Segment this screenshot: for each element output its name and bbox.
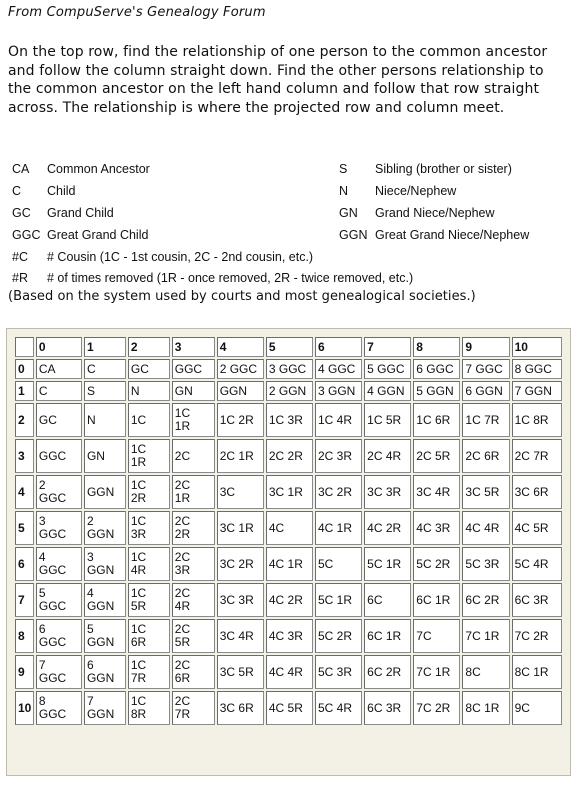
column-header: 5	[266, 337, 313, 357]
relationship-cell: 2C 2R	[172, 511, 215, 545]
relationship-cell: 2C 6R	[462, 439, 509, 473]
relationship-cell: 6C	[364, 583, 411, 617]
legend-row	[8, 184, 573, 206]
column-header: 7	[364, 337, 411, 357]
relationship-cell: GGC	[36, 439, 82, 473]
table-row	[15, 583, 562, 617]
relationship-cell: 1C 5R	[364, 403, 411, 437]
legend-description: # Cousin (1C - 1st cousin, 2C - 2nd cousin, etc.)	[47, 250, 314, 264]
legend-code: #C	[12, 250, 28, 264]
relationship-cell: 5C 2R	[315, 619, 362, 653]
legend-row	[8, 250, 573, 271]
relationship-cell: 4C 5R	[512, 511, 562, 545]
table-row	[15, 691, 562, 725]
relationship-cell: 3C	[217, 475, 264, 509]
row-header: 3	[15, 439, 34, 473]
relationship-cell: 1C	[128, 403, 170, 437]
column-header: 2	[128, 337, 170, 357]
relationship-cell: 9C	[512, 691, 562, 725]
table-row	[15, 475, 562, 509]
relationship-cell: 2 GGC	[36, 475, 82, 509]
relationship-cell: 1C 3R	[266, 403, 313, 437]
relationship-cell: 4C 2R	[266, 583, 313, 617]
legend-code: GGC	[12, 228, 41, 242]
relationship-cell: 2C 2R	[266, 439, 313, 473]
relationship-cell: 1C 5R	[128, 583, 170, 617]
legend-code: GN	[339, 206, 358, 220]
relationship-cell: 5C 1R	[315, 583, 362, 617]
row-header: 6	[15, 547, 34, 581]
column-header: 10	[512, 337, 562, 357]
row-header: 8	[15, 619, 34, 653]
legend-code: GGN	[339, 228, 368, 242]
relationship-cell: 3C 5R	[217, 655, 264, 689]
relationship-cell: 8C	[462, 655, 509, 689]
relationship-cell: 7 GGN	[512, 381, 562, 401]
relationship-cell: CA	[36, 359, 82, 379]
relationship-cell: 7 GGC	[36, 655, 82, 689]
relationship-cell: 2C 6R	[172, 655, 215, 689]
relationship-cell: 7C 2R	[413, 691, 460, 725]
relationship-cell: 2C 1R	[217, 439, 264, 473]
table-row	[15, 655, 562, 689]
legend-description: Great Grand Child	[47, 228, 149, 242]
relationship-cell: 3 GGC	[266, 359, 313, 379]
relationship-cell: 3C 5R	[462, 475, 509, 509]
row-header: 7	[15, 583, 34, 617]
relationship-cell: 8 GGC	[512, 359, 562, 379]
relationship-cell: 6C 3R	[512, 583, 562, 617]
relationship-cell: 4C 2R	[364, 511, 411, 545]
relationship-cell: 8 GGC	[36, 691, 82, 725]
table-row	[15, 511, 562, 545]
relationship-cell: C	[84, 359, 126, 379]
basis-note: (Based on the system used by courts and most genealogical societies.)	[8, 289, 476, 304]
relationship-cell: 5C 3R	[462, 547, 509, 581]
legend-code: S	[339, 162, 348, 176]
relationship-cell: 6C 1R	[413, 583, 460, 617]
relationship-cell: GC	[128, 359, 170, 379]
relationship-cell: 6 GGN	[84, 655, 126, 689]
corner-cell	[15, 337, 34, 357]
relationship-cell: 6 GGN	[462, 381, 509, 401]
legend-description: Grand Niece/Nephew	[375, 206, 495, 220]
table-row	[15, 547, 562, 581]
header-row	[15, 337, 562, 357]
relationship-cell: GN	[84, 439, 126, 473]
relationship-cell: 4 GGN	[364, 381, 411, 401]
legend-row	[8, 206, 573, 228]
relationship-cell: 1C 6R	[128, 619, 170, 653]
relationship-cell: 6C 1R	[364, 619, 411, 653]
relationship-cell: 4C 1R	[315, 511, 362, 545]
relationship-cell: 1C 1R	[128, 439, 170, 473]
relationship-cell: 5 GGN	[413, 381, 460, 401]
relationship-cell: 7C 1R	[462, 619, 509, 653]
relationship-cell: 7 GGN	[84, 691, 126, 725]
relationship-cell: 1C 4R	[315, 403, 362, 437]
row-header: 2	[15, 403, 34, 437]
relationship-cell: 8C 1R	[512, 655, 562, 689]
relationship-cell: 5C 1R	[364, 547, 411, 581]
relationship-cell: 1C 1R	[172, 403, 215, 437]
relationship-cell: 5C 4R	[315, 691, 362, 725]
row-header: 10	[15, 691, 34, 725]
relationship-cell: 4C 3R	[413, 511, 460, 545]
row-header: 5	[15, 511, 34, 545]
relationship-cell: 2C 7R	[512, 439, 562, 473]
legend-description: Grand Child	[47, 206, 114, 220]
relationship-cell: 5C 4R	[512, 547, 562, 581]
relationship-cell: GN	[172, 381, 215, 401]
column-header: 9	[462, 337, 509, 357]
relationship-cell: 5 GGC	[364, 359, 411, 379]
legend-description: Common Ancestor	[47, 162, 150, 176]
row-header: 1	[15, 381, 34, 401]
legend-code: N	[339, 184, 349, 198]
table-row	[15, 403, 562, 437]
relationship-cell: 2C 7R	[172, 691, 215, 725]
relationship-cell: 3C 4R	[217, 619, 264, 653]
relationship-table	[13, 335, 564, 727]
legend-row	[8, 162, 573, 184]
relationship-cell: 3C 4R	[413, 475, 460, 509]
relationship-cell: 3C 1R	[217, 511, 264, 545]
relationship-cell: 4C	[266, 511, 313, 545]
column-header: 1	[84, 337, 126, 357]
relationship-cell: 4C 1R	[266, 547, 313, 581]
legend-description: Sibling (brother or sister)	[375, 162, 512, 176]
relationship-cell: 3 GGN	[315, 381, 362, 401]
relationship-cell: 5 GGN	[84, 619, 126, 653]
relationship-cell: 2 GGC	[217, 359, 264, 379]
relationship-cell: 3C 3R	[364, 475, 411, 509]
relationship-cell: 3C 6R	[512, 475, 562, 509]
relationship-cell: 5C	[315, 547, 362, 581]
relationship-cell: S	[84, 381, 126, 401]
relationship-cell: 6 GGC	[413, 359, 460, 379]
relationship-cell: 7 GGC	[462, 359, 509, 379]
relationship-cell: GGC	[172, 359, 215, 379]
relationship-cell: 2 GGN	[84, 511, 126, 545]
relationship-cell: N	[84, 403, 126, 437]
legend-code: GC	[12, 206, 31, 220]
relationship-cell: 2C 5R	[413, 439, 460, 473]
relationship-cell: 1C 8R	[512, 403, 562, 437]
table-row	[15, 359, 562, 379]
relationship-cell: 7C	[413, 619, 460, 653]
relationship-cell: 4 GGC	[315, 359, 362, 379]
table-row	[15, 381, 562, 401]
relationship-cell: 2C 3R	[315, 439, 362, 473]
relationship-cell: 3C 6R	[217, 691, 264, 725]
page-title: From CompuServe's Genealogy Forum	[8, 5, 266, 20]
table-row	[15, 619, 562, 653]
relationship-cell: 1C 2R	[217, 403, 264, 437]
relationship-cell: 1C 7R	[128, 655, 170, 689]
column-header: 4	[217, 337, 264, 357]
relationship-cell: 1C 2R	[128, 475, 170, 509]
instructions-paragraph: On the top row, find the relationship of one person to the common ancestor and follow the column straight down. Find the other persons relationship to the common ancestor on the left hand column and follow that row straight across. The relationship is where the projected row and column meet.	[8, 44, 548, 116]
column-header: 0	[36, 337, 82, 357]
relationship-cell: 2C 5R	[172, 619, 215, 653]
legend-code: CA	[12, 162, 30, 176]
legend-code: #R	[12, 271, 28, 285]
relationship-cell: 5C 2R	[413, 547, 460, 581]
relationship-chart	[6, 328, 571, 776]
relationship-cell: N	[128, 381, 170, 401]
relationship-cell: 4 GGN	[84, 583, 126, 617]
relationship-cell: 3 GGN	[84, 547, 126, 581]
relationship-cell: 5C 3R	[315, 655, 362, 689]
column-header: 6	[315, 337, 362, 357]
legend-description: # of times removed (1R - once removed, 2R - twice removed, etc.)	[47, 271, 414, 285]
relationship-cell: 4 GGC	[36, 547, 82, 581]
relationship-cell: GGN	[84, 475, 126, 509]
relationship-cell: 4C 3R	[266, 619, 313, 653]
relationship-cell: 2 GGN	[266, 381, 313, 401]
relationship-cell: 7C 1R	[413, 655, 460, 689]
legend-description: Child	[47, 184, 76, 198]
legend-row	[8, 228, 573, 250]
relationship-cell: C	[36, 381, 82, 401]
legend-description: Great Grand Niece/Nephew	[375, 228, 530, 242]
relationship-cell: 6C 2R	[364, 655, 411, 689]
relationship-cell: 1C 8R	[128, 691, 170, 725]
relationship-cell: GC	[36, 403, 82, 437]
relationship-cell: 2C	[172, 439, 215, 473]
relationship-cell: 2C 4R	[172, 583, 215, 617]
relationship-cell: 3C 3R	[217, 583, 264, 617]
relationship-cell: 2C 1R	[172, 475, 215, 509]
column-header: 3	[172, 337, 215, 357]
relationship-cell: 1C 6R	[413, 403, 460, 437]
table-row	[15, 439, 562, 473]
relationship-cell: 6 GGC	[36, 619, 82, 653]
relationship-cell: GGN	[217, 381, 264, 401]
relationship-cell: 7C 2R	[512, 619, 562, 653]
relationship-cell: 3 GGC	[36, 511, 82, 545]
relationship-cell: 2C 4R	[364, 439, 411, 473]
relationship-cell: 6C 2R	[462, 583, 509, 617]
relationship-cell: 1C 3R	[128, 511, 170, 545]
abbreviation-legend	[8, 162, 573, 292]
relationship-cell: 3C 1R	[266, 475, 313, 509]
legend-code: C	[12, 184, 22, 198]
relationship-cell: 5 GGC	[36, 583, 82, 617]
row-header: 0	[15, 359, 34, 379]
relationship-cell: 4C 5R	[266, 691, 313, 725]
relationship-cell: 8C 1R	[462, 691, 509, 725]
relationship-cell: 3C 2R	[315, 475, 362, 509]
legend-description: Niece/Nephew	[375, 184, 457, 198]
row-header: 9	[15, 655, 34, 689]
row-header: 4	[15, 475, 34, 509]
relationship-cell: 4C 4R	[266, 655, 313, 689]
relationship-cell: 3C 2R	[217, 547, 264, 581]
relationship-cell: 2C 3R	[172, 547, 215, 581]
relationship-cell: 6C 3R	[364, 691, 411, 725]
relationship-cell: 1C 4R	[128, 547, 170, 581]
relationship-cell: 4C 4R	[462, 511, 509, 545]
column-header: 8	[413, 337, 460, 357]
relationship-cell: 1C 7R	[462, 403, 509, 437]
